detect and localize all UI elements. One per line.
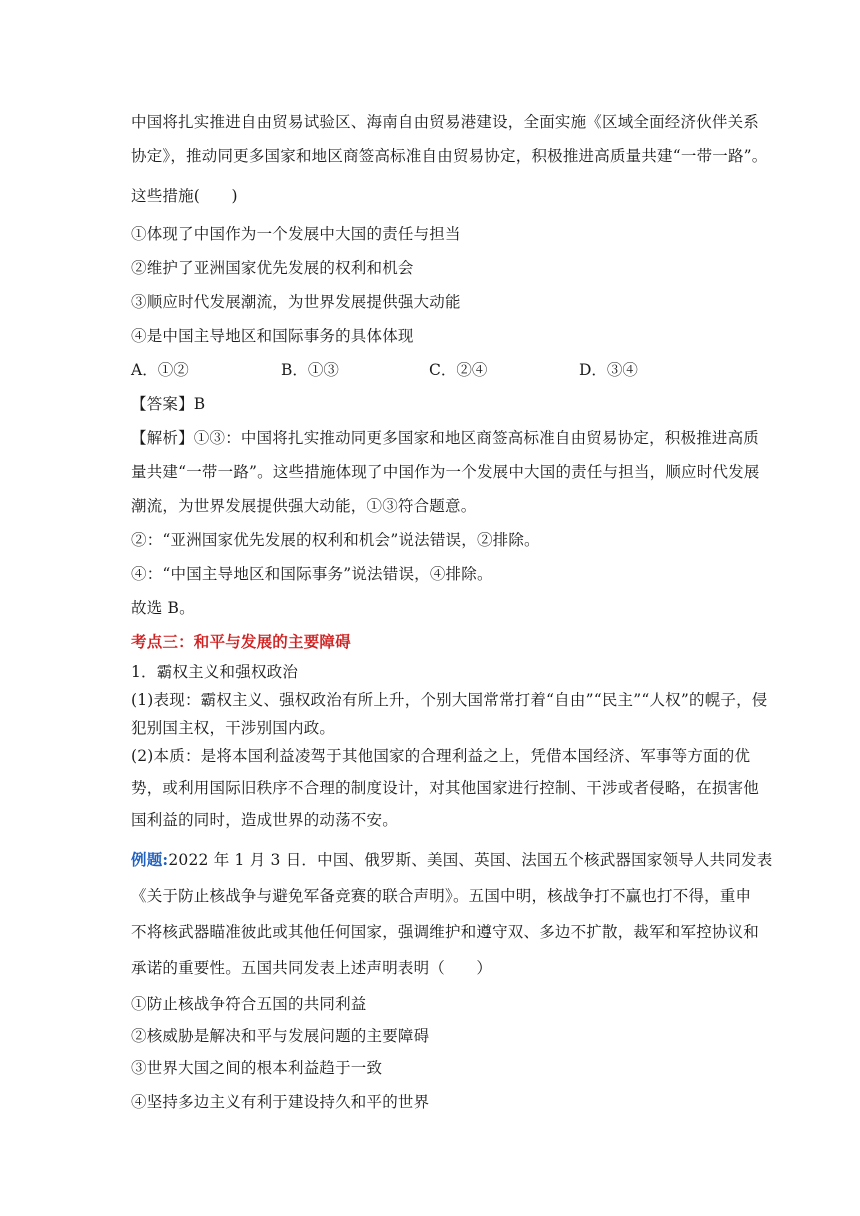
analysis-line: 【解析】①③：中国将扎实推动同更多国家和地区商签高标准自由贸易协定，积极推进高质 bbox=[131, 429, 760, 447]
example-stem-line: 不将核武器瞄准彼此或其他任何国家，强调维护和遵守双、多边不扩散，裁军和军控协议和 bbox=[131, 923, 760, 941]
paragraph-line: (2)本质：是将本国利益凌驾于其他国家的合理利益之上，凭借本国经济、军事等方面的优 bbox=[131, 747, 751, 765]
paragraph-line: 犯别国主权，干涉别国内政。 bbox=[131, 719, 336, 737]
analysis-line: ④：“中国主导地区和国际事务”说法错误，④排除。 bbox=[131, 565, 493, 583]
example-statement-item: ①防止核战争符合五国的共同利益 bbox=[131, 995, 367, 1013]
example-stem-text: 2022 年 1 月 3 日．中国、俄罗斯、美国、英国、法国五个核武器国家领导人共同发表 bbox=[168, 851, 773, 869]
answer-line: 【答案】B bbox=[131, 395, 206, 413]
analysis-line: ②：“亚洲国家优先发展的权利和机会”说法错误，②排除。 bbox=[131, 531, 540, 549]
section-heading: 考点三：和平与发展的主要障碍 bbox=[131, 632, 351, 651]
option-a: A．①② bbox=[131, 361, 189, 379]
option-c: C．②④ bbox=[429, 361, 488, 379]
example-first-line bbox=[131, 850, 773, 870]
question-stem-line: 中国将扎实推进自由贸易试验区、海南自由贸易港建设，全面实施《区域全面经济伙伴关系 bbox=[131, 113, 760, 131]
example-label: 例题: bbox=[131, 850, 169, 869]
example-statement-item: ③世界大国之间的根本利益趋于一致 bbox=[131, 1059, 383, 1077]
subsection-title: 1．霸权主义和强权政治 bbox=[131, 663, 299, 681]
analysis-line: 潮流，为世界发展提供强大动能，①③符合题意。 bbox=[131, 497, 477, 515]
statement-item: ④是中国主导地区和国际事务的具体体现 bbox=[131, 327, 414, 345]
option-b: B．①③ bbox=[281, 361, 339, 379]
option-d: D．③④ bbox=[579, 361, 638, 379]
statement-item: ③顺应时代发展潮流，为世界发展提供强大动能 bbox=[131, 293, 461, 311]
analysis-line: 故选 B。 bbox=[131, 599, 195, 617]
paragraph-line: (1)表现：霸权主义、强权政治有所上升，个别大国常常打着“自由”“民主”“人权”的幌子，侵 bbox=[131, 691, 768, 709]
statement-item: ①体现了中国作为一个发展中大国的责任与担当 bbox=[131, 225, 461, 243]
example-stem-line: 《关于防止核战争与避免军备竞赛的联合声明》。五国中明，核战争打不赢也打不得，重申 bbox=[131, 887, 752, 905]
question-stem-line: 协定》，推动同更多国家和地区商签高标准自由贸易协定，积极推进高质量共建“一带一路”。 bbox=[131, 147, 768, 165]
example-statement-item: ④坚持多边主义有利于建设持久和平的世界 bbox=[131, 1093, 430, 1111]
example-stem-line: 承诺的重要性。五国共同发表上述声明表明（ ） bbox=[131, 959, 493, 977]
paragraph-line: 国利益的同时，造成世界的动荡不安。 bbox=[131, 811, 398, 829]
paragraph-line: 势，或利用国际旧秩序不合理的制度设计，对其他国家进行控制、干涉或者侵略，在损害他 bbox=[131, 779, 760, 797]
statement-item: ②维护了亚洲国家优先发展的权利和机会 bbox=[131, 259, 414, 277]
question-stem-line: 这些措施( ) bbox=[131, 187, 238, 205]
analysis-line: 量共建“一带一路”。这些措施体现了中国作为一个发展中大国的责任与担当，顺应时代发展 bbox=[131, 463, 760, 481]
example-statement-item: ②核威胁是解决和平与发展问题的主要障碍 bbox=[131, 1027, 430, 1045]
